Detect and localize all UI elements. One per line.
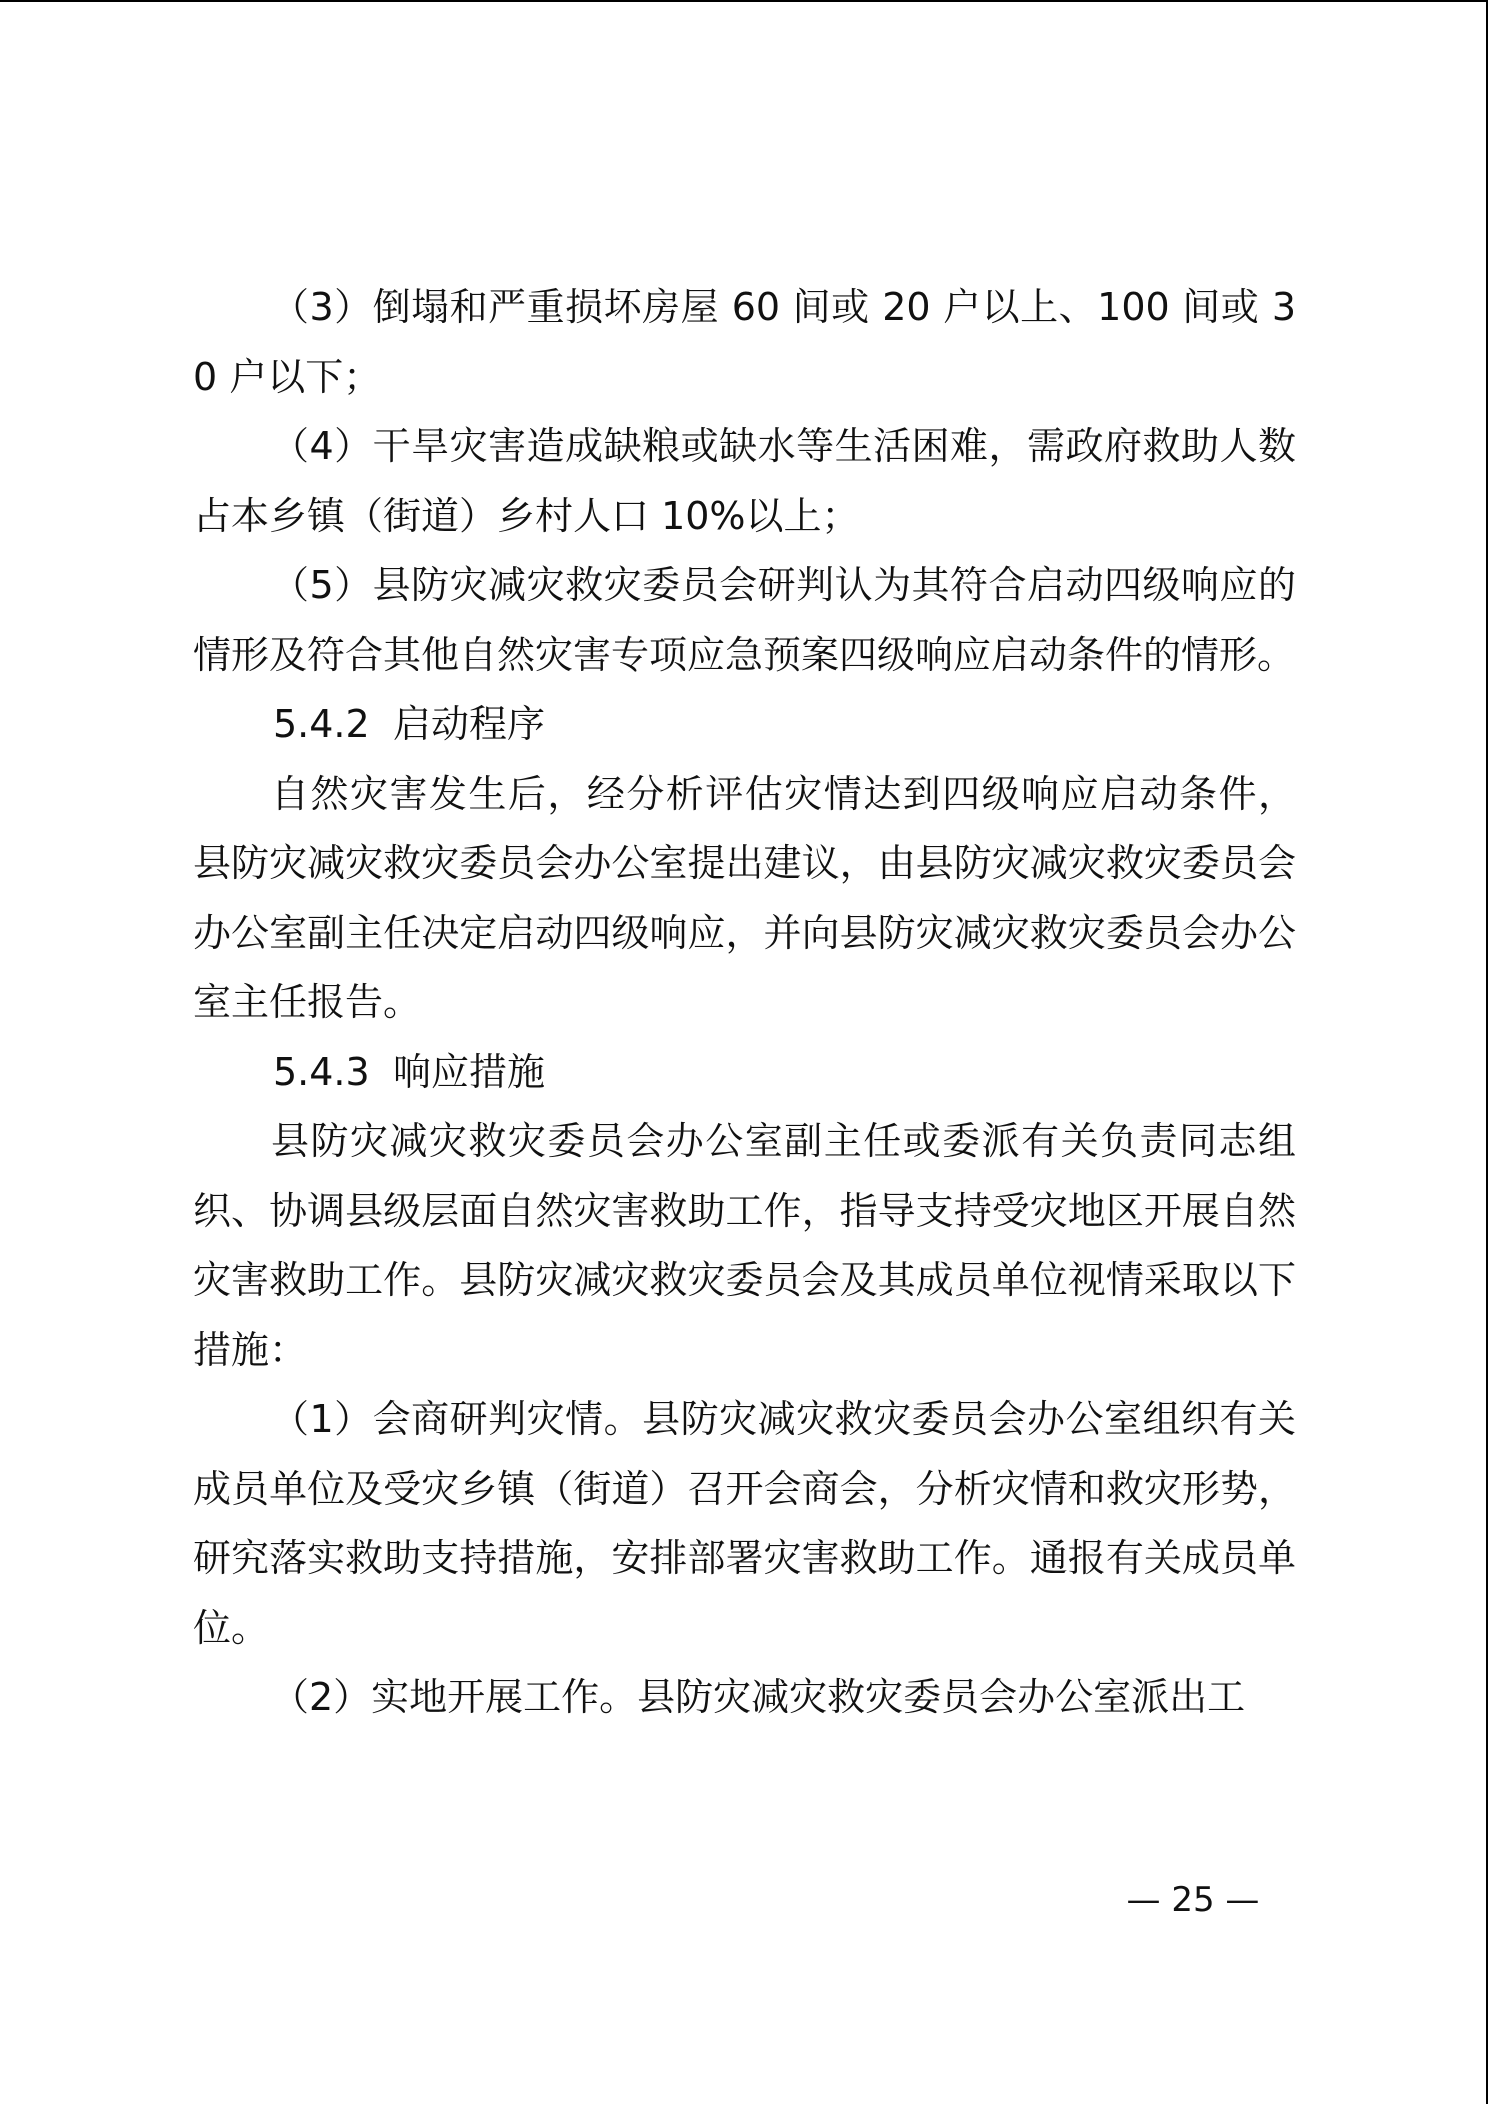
section-heading-5-4-3 [193, 1038, 1296, 1108]
paragraph-item-5: （5）县防灾减灾救灾委员会研判认为其符合启动四级响应的情形及符合其他自然灾害专项应急预案四级响应启动条件的情形。 [193, 563, 1296, 677]
paragraph-measure-1: （1）会商研判灾情。县防灾减灾救灾委员会办公室组织有关成员单位及受灾乡镇（街道）召开会商会，分析灾情和救灾形势，研究落实救助支持措施，安排部署灾害救助工作。通报有关成员单位。 [193, 1397, 1296, 1650]
section-heading-5-4-2 [193, 690, 1296, 760]
section-number: 5.4.2 [273, 702, 370, 746]
paragraph-measure-2: （2）实地开展工作。县防灾减灾救灾委员会办公室派出工 [271, 1675, 1246, 1719]
paragraph-item-4: （4）干旱灾害造成缺粮或缺水等生活困难，需政府救助人数占本乡镇（街道）乡村人口 10%以上； [193, 424, 1296, 538]
section-title: 启动程序 [393, 702, 546, 746]
section-title: 响应措施 [393, 1049, 546, 1094]
section-number: 5.4.3 [273, 1049, 370, 1094]
page-number: — 25 — [1126, 1880, 1260, 1920]
paragraph-response-measures: 县防灾减灾救灾委员会办公室副主任或委派有关负责同志组织、协调县级层面自然灾害救助工作，指导支持受灾地区开展自然灾害救助工作。县防灾减灾救灾委员会及其成员单位视情采取以下措施： [193, 1119, 1296, 1372]
paragraph-start-procedure: 自然灾害发生后，经分析评估灾情达到四级响应启动条件，县防灾减灾救灾委员会办公室提出建议，由县防灾减灾救灾委员会办公室副主任决定启动四级响应，并向县防灾减灾救灾委员会办公室主任报告。 [193, 771, 1296, 1024]
paragraph-item-3: （3）倒塌和严重损坏房屋 60 间或 20 户以上、100 间或 30 户以下； [193, 285, 1296, 399]
document-body [193, 273, 1296, 1733]
page-top-border [0, 0, 1488, 2]
